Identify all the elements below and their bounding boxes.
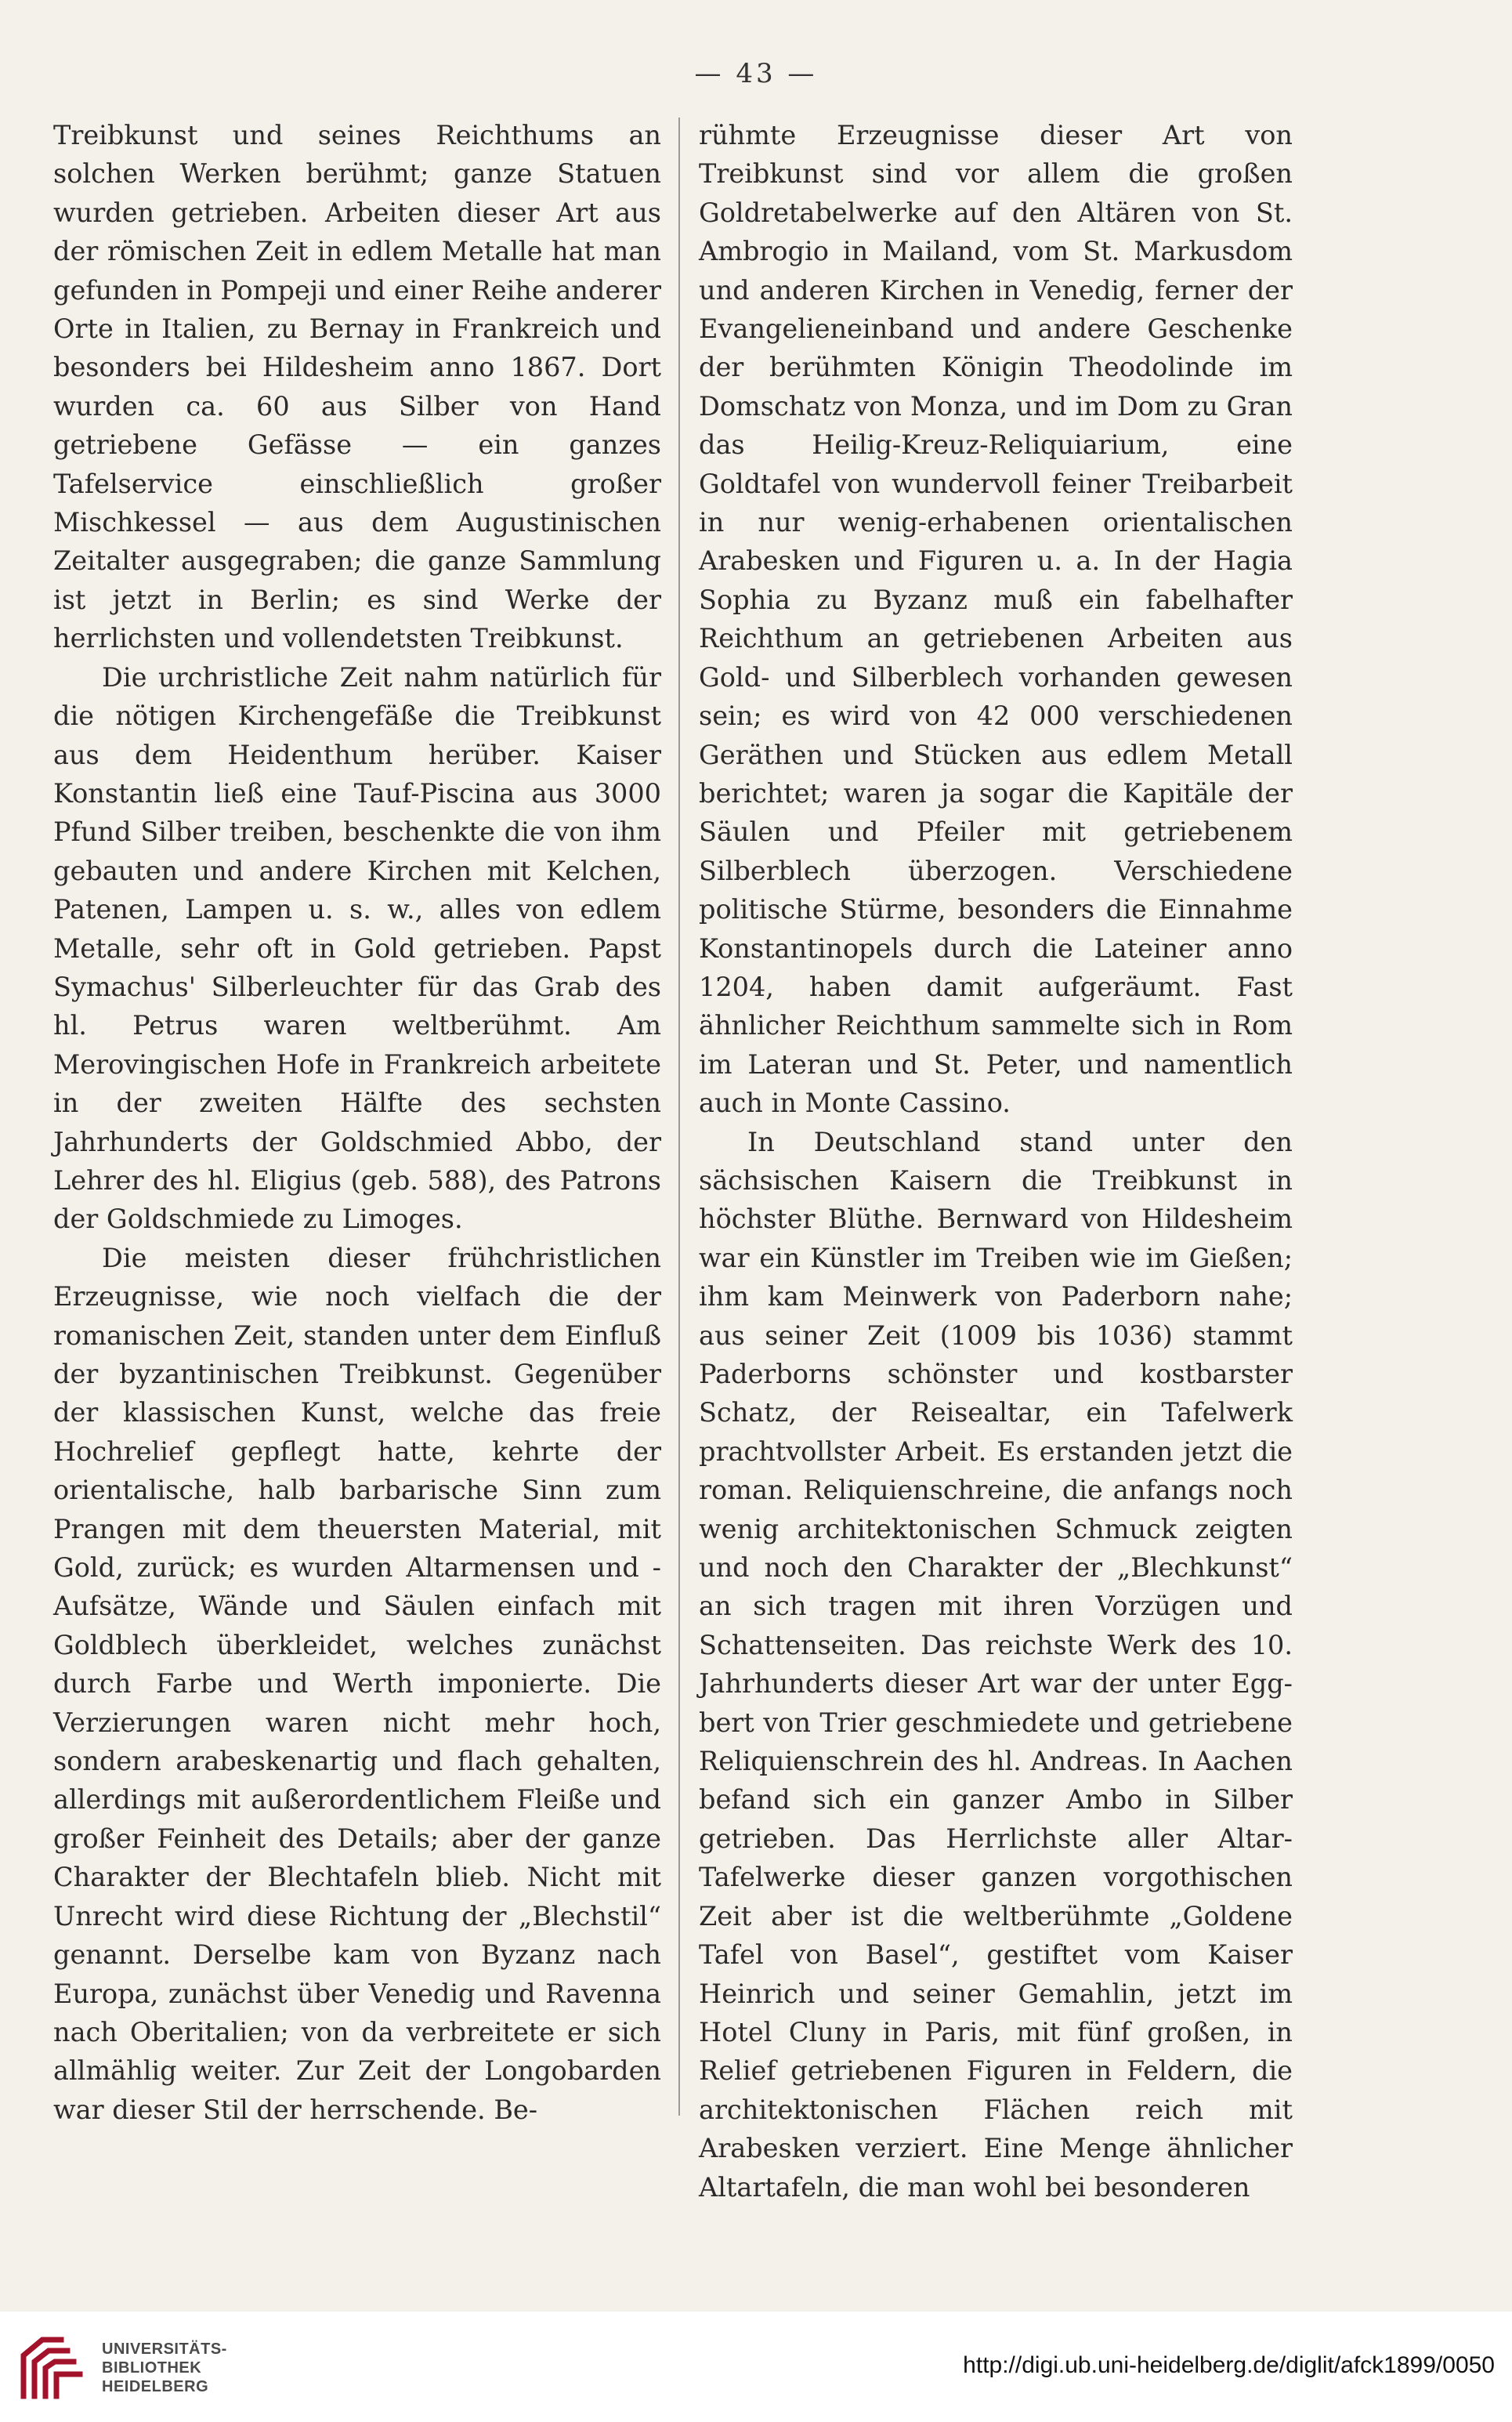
left-column [53, 116, 661, 2129]
institution-line: HEIDELBERG [102, 2378, 209, 2395]
paragraph: rühmte Erzeugnisse dieser Art von Treibkunst sind vor allem die großen Goldretabelwerke auf den Altären von St. Ambrogio in Mailand, vom St. Markusdom und anderen Kirchen in Venedig, ferner der Evangelieneinband und andere Geschenke der berühmten Königin Theodolinde im Domschatz von Monza, und im Dom zu Gran das Heilig-Kreuz-Reliquiarium, eine Goldtafel von wundervoll feiner Treibarbeit in nur wenig-erhabenen orientalischen Arabesken und Figuren u. a. In der Hagia Sophia zu Byzanz muß ein fabelhafter Reichthum an getriebenen Arbeiten aus Gold- und Silberblech vorhanden gewesen sein; es wird von 42 000 verschiedenen Geräthen und Stücken aus edlem Metall berichtet; waren ja sogar die Kapitäle der Säulen und Pfeiler mit getriebenem Silberblech überzogen. Verschiedene politische Stürme, besonders die Einnahme Konstantinopels durch die Lateiner anno 1204, haben damit aufgeräumt. Fast ähnlicher Reichthum sammelte sich in Rom im Lateran und St. Peter, und namentlich auch in Monte Cassino. [699, 120, 1293, 1119]
footer-bar [0, 2312, 1512, 2422]
paragraph: In Deutschland stand unter den sächsischen Kaisern die Treibkunst in höchster Blüthe. Bernward von Hildesheim war ein Künstler im Treiben wie im Gießen; ihm kam Meinwerk von Paderborn nahe; aus seiner Zeit (1009 bis 1036) stammt Paderborns schönster und kostbarster Schatz, der Reisealtar, ein Tafelwerk prachtvollster Arbeit. Es erstanden jetzt die roman. Reliquienschreine, die anfangs noch wenig architektonischen Schmuck zeigten und noch den Charakter der „Blechkunst“ an sich tragen mit ihren Vorzügen und Schattenseiten. Das reichste Werk des 10. Jahrhunderts dieser Art war der unter Egg-bert von Trier geschmiedete und getriebene Reliquienschrein des hl. Andreas. In Aachen befand sich ein ganzer Ambo in Silber getrieben. Das Herrlichste aller Altar-Tafelwerke dieser ganzen vorgothischen Zeit aber ist die weltberühmte „Goldene Tafel von Basel“, gestiftet vom Kaiser Heinrich und seiner Gemahlin, jetzt im Hotel Cluny in Paris, mit fünf großen, in Relief getriebenen Figuren in Feldern, die architektonischen Flächen reich mit Arabesken verziert. Eine Menge ähnlicher Altartafeln, die man wohl bei besonderen [699, 1126, 1293, 2203]
institution-name [102, 2340, 227, 2396]
institution-line: BIBLIOTHEK [102, 2359, 202, 2377]
paragraph: Die meisten dieser frühchristlichen Erzeugnisse, wie noch vielfach die der romanischen Zeit, standen unter dem Einfluß der byzantinischen Treibkunst. Gegenüber der klassischen Kunst, welche das freie Hochrelief gepflegt hatte, kehrte der orientalische, halb barbarische Sinn zum Prangen mit dem theuersten Material, mit Gold, zurück; es wurden Altarmensen und -Aufsätze, Wände und Säulen einfach mit Goldblech überkleidet, welches zunächst durch Farbe und Werth imponierte. Die Verzierungen waren nicht mehr hoch, sondern arabeskenartig und flach gehalten, allerdings mit außerordentlichem Fleiße und großer Feinheit des Details; aber der ganze Charakter der Blechtafeln blieb. Nicht mit Unrecht wird diese Richtung der „Blechstil“ genannt. Derselbe kam von Byzanz nach Europa, zunächst über Venedig und Ravenna nach Oberitalien; von da verbreitete er sich allmählig weiter. Zur Zeit der Longobarden war dieser Stil der herrschende. Be- [53, 1242, 661, 2125]
source-url-link[interactable]: http://digi.ub.uni-heidelberg.de/diglit/afck1899/0050 [963, 2352, 1495, 2378]
paragraph: Die urchristliche Zeit nahm natürlich für die nötigen Kirchengefäße die Treibkunst aus dem Heidenthum herüber. Kaiser Konstantin ließ eine Tauf-Piscina aus 3000 Pfund Silber treiben, beschenkte die von ihm gebauten und andere Kirchen mit Kelchen, Patenen, Lampen u. s. w., alles von edlem Metalle, sehr oft in Gold getrieben. Papst Symachus' Silberleuchter für das Grab des hl. Petrus waren weltberühmt. Am Merovingischen Hofe in Frankreich arbeitete in der zweiten Hälfte des sechsten Jahrhunderts der Goldschmied Abbo, der Lehrer des hl. Eligius (geb. 588), des Patrons der Goldschmiede zu Limoges. [53, 661, 661, 1235]
heidelberg-library-logo-icon [16, 2332, 88, 2404]
column-divider [678, 118, 680, 2116]
institution-line: UNIVERSITÄTS- [102, 2341, 227, 2358]
paragraph: Treibkunst und seines Reichthums an solchen Werken berühmt; ganze Statuen wurden getrieben. Arbeiten dieser Art aus der römischen Zeit in edlem Metalle hat man gefunden in Pompeji und einer Reihe anderer Orte in Italien, zu Bernay in Frankreich und besonders bei Hildesheim anno 1867. Dort wurden ca. 60 aus Silber von Hand getriebene Gefässe — ein ganzes Tafelservice einschließlich großer Mischkessel — aus dem Augustinischen Zeitalter ausgegraben; die ganze Sammlung ist jetzt in Berlin; es sind Werke der herrlichsten und vollendetsten Treibkunst. [53, 120, 661, 654]
right-column [699, 116, 1293, 2207]
page-number: — 43 — [694, 58, 818, 89]
